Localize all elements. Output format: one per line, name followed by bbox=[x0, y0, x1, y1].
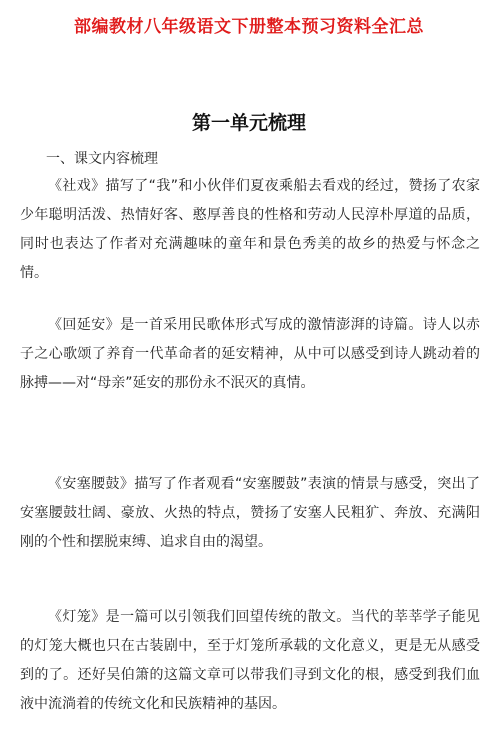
paragraph-ansai-yaogu: 《安塞腰鼓》描写了作者观看“安塞腰鼓”表演的情景与感受，突出了安塞腰鼓壮阔、豪放、火热的特点，赞扬了安塞人民粗犷、奔放、充满阳刚的个性和摆脱束缚、追求自由的渴望。 bbox=[20, 476, 480, 550]
paragraph-she-xi: 《社戏》描写了“我”和小伙伴们夏夜乘船去看戏的经过，赞扬了农家少年聪明活泼、热情好客、憨厚善良的性格和劳动人民淳朴厚道的品质，同时也表达了作者对充满趣味的童年和景色秀美的故乡的热爱与怀念之情。 bbox=[20, 178, 480, 281]
section-heading: 第一单元梳理 bbox=[191, 112, 306, 134]
subheading: 一、课文内容梳理 bbox=[46, 151, 158, 167]
document-title: 部编教材八年级语文下册整本预习资料全汇总 bbox=[74, 17, 424, 37]
paragraph-hui-yanan: 《回延安》是一首采用民歌体形式写成的激情澎湃的诗篇。诗人以赤子之心歌颂了养育一代革命者的延安精神，从中可以感受到诗人跳动着的脉搏——对“母亲”延安的那份永不泯灭的真情。 bbox=[20, 317, 480, 391]
paragraph-denglong: 《灯笼》是一篇可以引领我们回望传统的散文。当代的莘莘学子能见的灯笼大概也只在古装剧中，至于灯笼所承载的文化意义，更是无从感受到的了。还好吴伯箫的这篇文章可以带我们寻到文化的根，感受到我们血液中流淌着的传统文化和民族精神的基因。 bbox=[20, 609, 480, 712]
